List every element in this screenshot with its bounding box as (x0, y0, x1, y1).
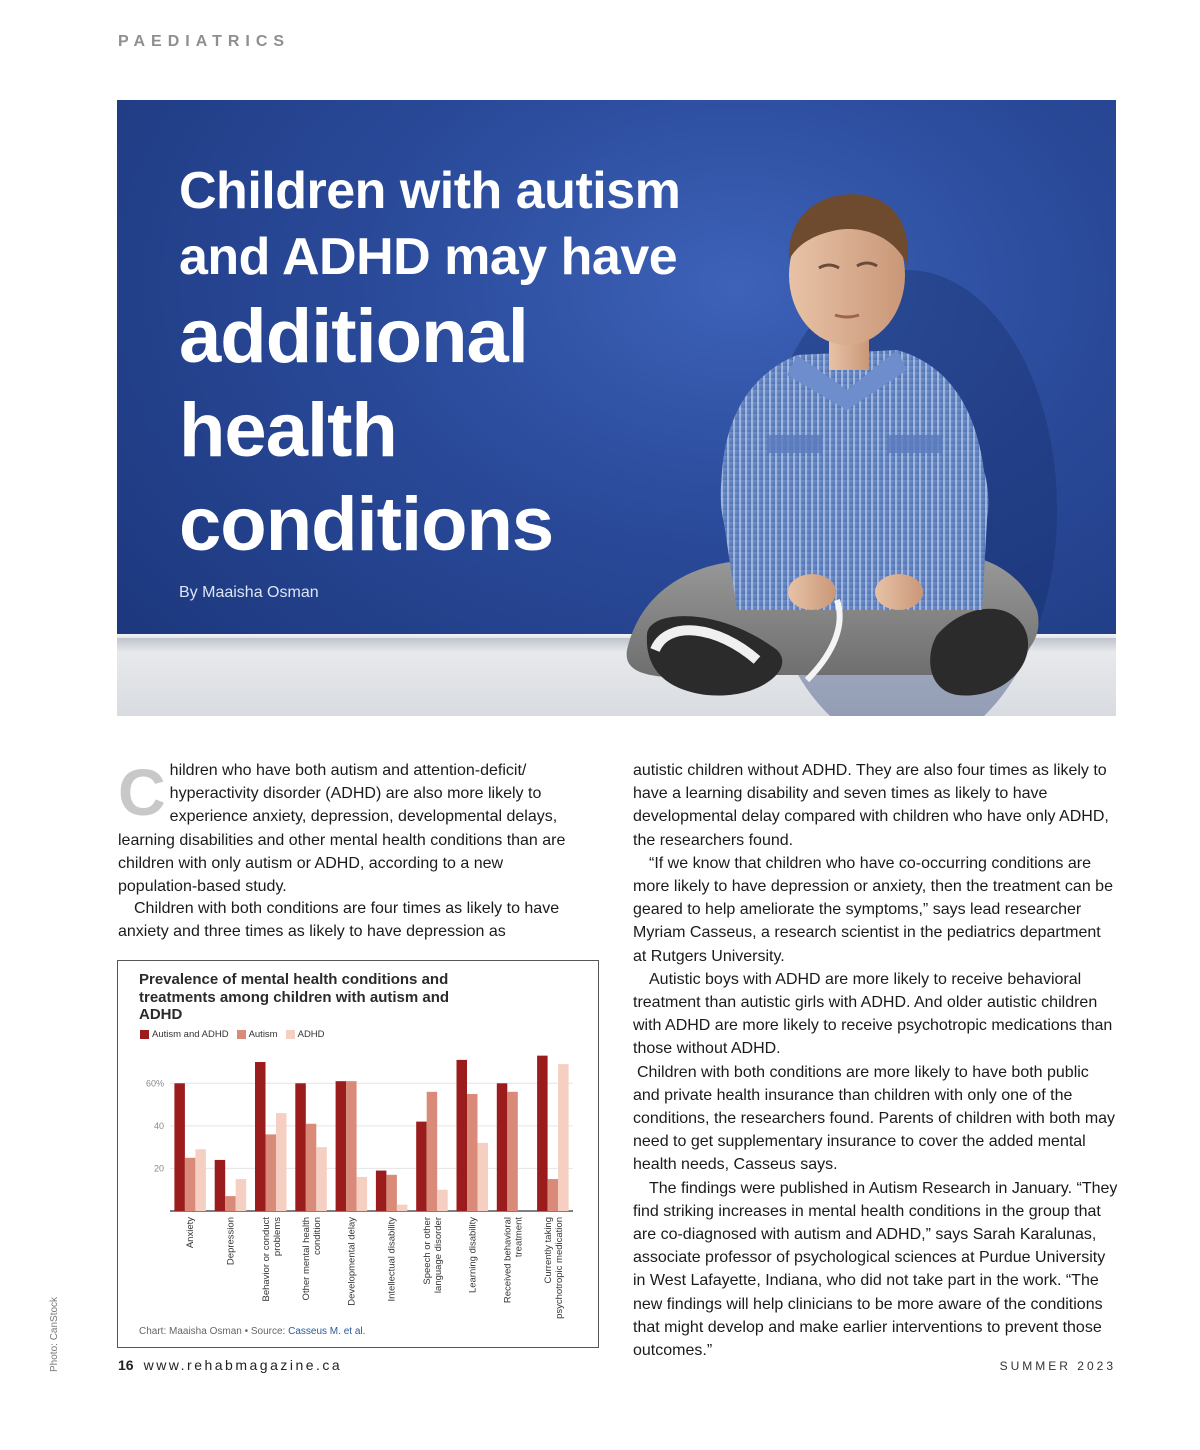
headline-line: health (179, 388, 397, 473)
bar-autism (266, 1134, 277, 1211)
section-label: PAEDIATRICS (118, 33, 291, 50)
bar-autism (306, 1124, 317, 1211)
chart-source-link[interactable]: Casseus M. et al. (288, 1326, 366, 1337)
bar-adhd (276, 1113, 287, 1211)
bar-autism (467, 1094, 478, 1211)
x-tick-label-line: Other mental health (301, 1217, 313, 1301)
bar-autism-and-adhd (416, 1122, 427, 1211)
bar-autism (386, 1175, 397, 1211)
chart-credit-prefix: Chart: Maaisha Osman • Source: (139, 1326, 289, 1337)
headline-line: additional (179, 294, 528, 379)
bar-adhd (195, 1149, 206, 1211)
headline-line: and ADHD may have (179, 228, 678, 286)
x-tick-label (422, 1217, 444, 1293)
x-tick-label-line: Depression (225, 1217, 237, 1266)
photo-credit: Photo: CanStock (49, 1296, 60, 1372)
article-paragraph: Children with both conditions are four times as likely to have anxiety and three times as likely to have depression as (118, 900, 560, 941)
legend-label: Autism and ADHD (152, 1029, 229, 1040)
x-tick-label (543, 1217, 565, 1319)
bar-autism-and-adhd (215, 1160, 226, 1211)
website-link[interactable]: www.rehabmagazine.ca (143, 1357, 343, 1373)
y-tick-label: 40 (153, 1120, 164, 1131)
x-tick-label (387, 1217, 398, 1302)
article-paragraph: The findings were published in Autism Research in January. “They find striking increases in mental health conditions in the group that are co-diagnosed with autism and ADHD,” says Sarah Karalunas, associate professor of psychological sciences at Purdue University in West Lafayette, Indiana, who did not take part in the work. “The new findings will help clinicians to be more aware of the conditions that might develop and make earlier interventions to prevent those outcomes.” (633, 1179, 1118, 1360)
chart-title: Prevalence of mental health conditions and treatments among children with autism and ADHD (139, 971, 450, 1023)
bar-adhd (558, 1064, 569, 1211)
x-tick-label (301, 1217, 323, 1300)
x-tick-label (503, 1217, 525, 1303)
article-paragraph: Autistic boys with ADHD are more likely to receive behavioral treatment than autistic girls with ADHD. And older autistic children with ADHD are more likely to receive psychotropic medications than those without ADHD. (633, 970, 1113, 1058)
x-tick-label-line: Currently taking (542, 1217, 554, 1284)
headline-line: conditions (179, 482, 554, 567)
bar-chart (118, 961, 598, 1347)
x-tick-label-line: Anxiety (185, 1217, 197, 1249)
x-tick-label-line: treatment (513, 1217, 525, 1258)
bar-autism-and-adhd (255, 1062, 266, 1211)
bar-autism (548, 1179, 559, 1211)
x-tick-label-line: Behavior or conduct (260, 1217, 272, 1302)
bar-autism-and-adhd (376, 1171, 387, 1211)
article-paragraph: Children with both conditions are more likely to have both public and private health insurance than children with only one of the conditions, the researchers found. Parents of children with both may need to get supplementary insurance to cover the added mental health needs, Casseus says. (633, 1063, 1116, 1174)
bar-autism (185, 1158, 196, 1211)
x-tick-label-line: psychotropic medication (553, 1217, 565, 1319)
headline-line: Children with autism (179, 162, 681, 220)
bar-autism-and-adhd (295, 1083, 306, 1211)
bar-autism-and-adhd (537, 1056, 548, 1211)
x-tick-label (185, 1217, 196, 1248)
x-tick-label (261, 1217, 283, 1302)
chart-credit (139, 1326, 365, 1337)
article-paragraph: “If we know that children who have co-occurring conditions are more likely to have depression or anxiety, then the treatment can be geared to help ameliorate the symptoms,” says lead researcher Myriam Casseus, a research scientist in the pediatrics department at Rutgers University. (633, 854, 1113, 965)
x-tick-label (225, 1217, 236, 1265)
bar-adhd (397, 1205, 408, 1211)
issue-label: SUMMER 2023 (999, 1359, 1116, 1373)
article-column-left (118, 755, 570, 898)
bar-adhd (478, 1143, 489, 1211)
article-column-left-continued (118, 897, 570, 943)
bar-adhd (357, 1177, 368, 1211)
article-headline (179, 158, 739, 572)
bar-autism (507, 1092, 518, 1211)
byline: By Maaisha Osman (179, 584, 319, 601)
bar-autism-and-adhd (457, 1060, 468, 1211)
bar-autism-and-adhd (336, 1081, 347, 1211)
article-column-right (633, 759, 1118, 1362)
page-number: 16 (118, 1357, 134, 1373)
x-tick-label (346, 1217, 357, 1306)
x-tick-label-line: Learning disability (467, 1217, 479, 1294)
bar-autism-and-adhd (497, 1083, 508, 1211)
x-tick-label-line: Received behavioral (502, 1217, 514, 1304)
paragraph-text: hildren who have both autism and attention-deficit/ hyperactivity disorder (ADHD) are also more likely to experience anxiety, depression, developmental delays, learning disabilities and other mental health conditions than are children with only autism or ADHD, according to a new population-based study. (118, 762, 566, 896)
x-tick-label (467, 1217, 478, 1293)
x-tick-label-line: condition (312, 1217, 324, 1256)
bar-adhd (437, 1190, 448, 1211)
article-paragraph (118, 755, 570, 898)
bar-autism (427, 1092, 438, 1211)
x-tick-label-line: Developmental delay (346, 1217, 358, 1306)
y-tick-label: 20 (153, 1163, 164, 1174)
bar-autism-and-adhd (174, 1083, 185, 1211)
footer-left (118, 1357, 342, 1373)
legend-label: ADHD (297, 1029, 325, 1040)
x-tick-label-line: Speech or other (421, 1217, 433, 1285)
article-paragraph: autistic children without ADHD. They are also four times as likely to have a learning disability and seven times as likely to have developmental delay compared with children who have only ADHD, the researchers found. (633, 762, 1109, 849)
bar-adhd (316, 1147, 327, 1211)
bar-autism (225, 1196, 236, 1211)
bar-adhd (236, 1179, 247, 1211)
x-tick-label-line: problems (271, 1217, 283, 1257)
drop-cap: C (118, 755, 166, 829)
x-tick-label-line: Intellectual disability (386, 1217, 398, 1302)
hero-image (117, 100, 1116, 716)
chart-figure (117, 960, 599, 1348)
y-tick-label: 60% (145, 1078, 164, 1089)
bar-autism (346, 1081, 357, 1211)
legend-label: Autism (248, 1029, 278, 1040)
x-tick-label-line: language disorder (432, 1217, 444, 1294)
